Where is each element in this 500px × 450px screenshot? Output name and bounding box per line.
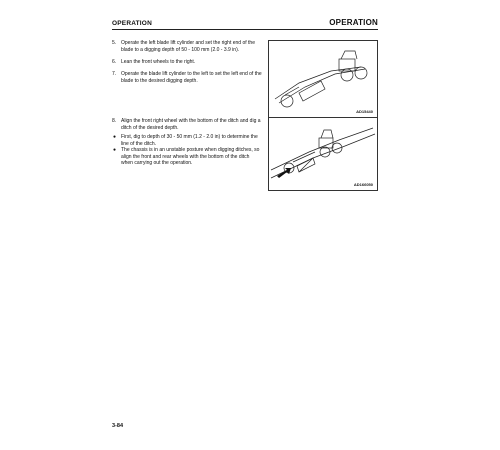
page-header-right: OPERATION: [329, 18, 378, 27]
bullet-1: [112, 134, 262, 147]
step-7: [112, 71, 262, 84]
step-5: [112, 40, 262, 53]
bullet-2: [112, 147, 262, 167]
bullet-text: First, dig to depth of 30 - 50 mm (1.2 - 2.0 in) to determine the line of the ditch.: [121, 134, 258, 147]
bullet-icon: ●: [113, 147, 117, 153]
figure-code: AD15440: [356, 109, 373, 114]
step-number: 5.: [112, 40, 117, 46]
step-text: Lean the front wheels to the right.: [121, 59, 196, 65]
step-8: [112, 118, 262, 131]
step-6: [112, 59, 262, 66]
step-number: 6.: [112, 59, 117, 65]
figure-2: [268, 117, 378, 191]
step-number: 7.: [112, 71, 117, 77]
page-header-left: OPERATION: [112, 20, 152, 27]
bullet-text: The chassis is in an unstable posture when digging ditches, so align the front and rear wheels with the bottom of the ditch when carrying out the operation.: [121, 147, 260, 166]
step-text: Align the front right wheel with the bottom of the ditch and dig a ditch of the desired depth.: [121, 118, 261, 131]
figure-1: [268, 40, 378, 118]
motor-grader-ditch-icon: [269, 118, 377, 190]
page-number: 3-84: [112, 423, 124, 429]
step-text: Operate the left blade lift cylinder and set the right end of the blade to a digging depth of 50 - 100 mm (2.0 - 3.9 in).: [121, 40, 255, 53]
motor-grader-icon: [269, 41, 377, 117]
figure-code: AD166050: [353, 182, 373, 187]
header-rule: [112, 29, 378, 30]
step-text: Operate the blade lift cylinder to the left to set the left end of the blade to the desired digging depth.: [121, 71, 262, 84]
bullet-icon: ●: [113, 134, 117, 140]
step-number: 8.: [112, 118, 117, 124]
